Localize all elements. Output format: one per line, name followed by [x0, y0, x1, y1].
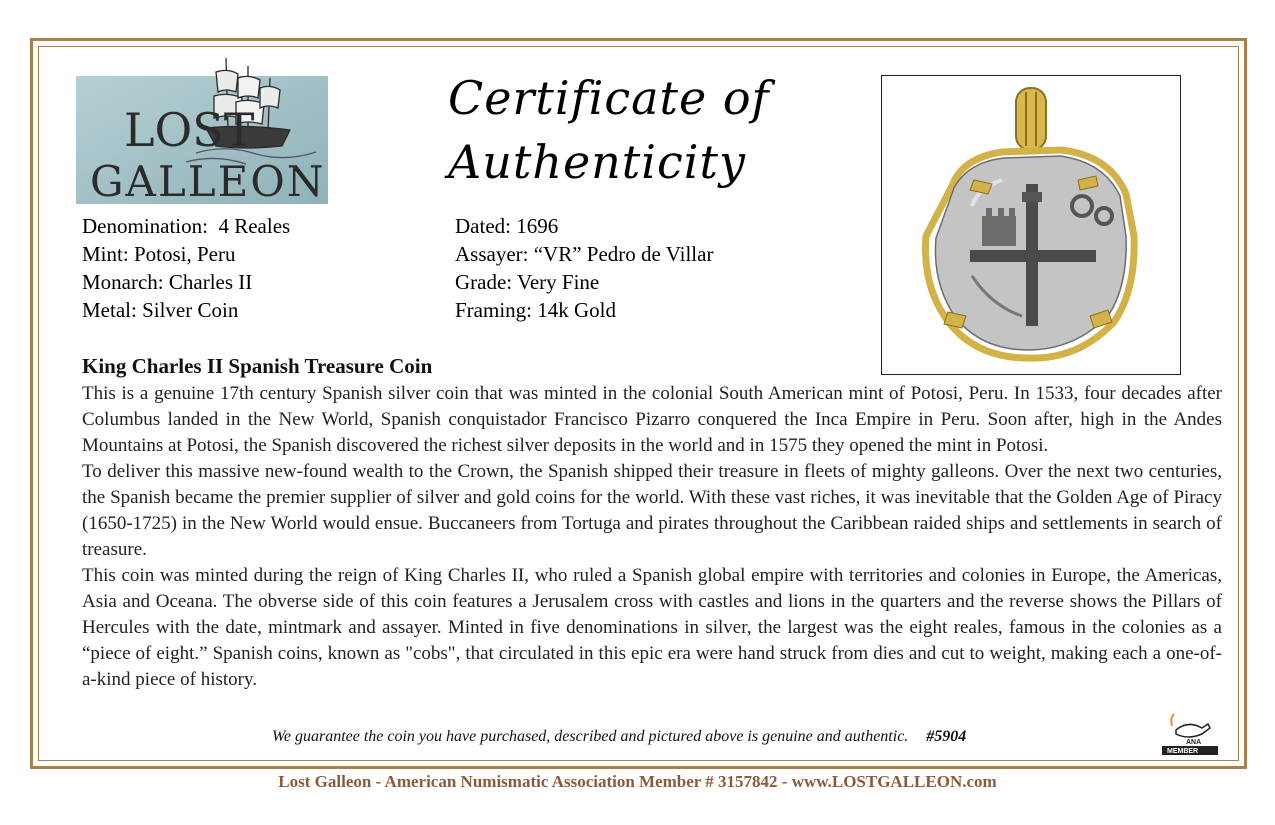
spec-label: Metal: — [82, 298, 137, 322]
spec-value: “VR” Pedro de Villar — [533, 242, 714, 266]
svg-text:ANA: ANA — [1186, 739, 1202, 746]
spec-label: Denomination: — [82, 214, 208, 238]
ana-lamp-icon — [1171, 714, 1210, 737]
svg-text:LOST: LOST — [124, 103, 255, 157]
ana-member-badge — [1158, 710, 1222, 756]
svg-text:MEMBER: MEMBER — [1167, 748, 1199, 755]
spec-value: 1696 — [516, 214, 559, 238]
lost-galleon-logo — [76, 58, 328, 204]
spec-denomination — [82, 212, 290, 240]
svg-text:GALLEON: GALLEON — [90, 157, 326, 204]
spec-label: Grade: — [455, 270, 513, 294]
description-heading: King Charles II Spanish Treasure Coin — [82, 354, 433, 378]
spec-framing — [455, 296, 713, 324]
certificate-title — [448, 66, 848, 194]
spec-value: Very Fine — [517, 270, 600, 294]
footer-text: Lost Galleon - American Numismatic Association Member # 3157842 - www.LOSTGALLEON.com — [278, 772, 997, 791]
guarantee-line — [272, 728, 966, 746]
description-paragraph: This is a genuine 17th century Spanish silver coin that was minted in the colonial South American mint of Potosi, Peru. In 1533, four decades after Columbus landed in the New World, Spanish conquistador Francisco Pizarro conquered the Inca Empire in Peru. Soon after, high in the Andes Mountains at Potosi, the Spanish discovered the richest silver deposits in the world and in 1575 they opened the mint in Potosi. — [82, 383, 1222, 456]
spec-value: 4 Reales — [218, 214, 291, 238]
spec-value: Silver Coin — [142, 298, 239, 322]
coin-pendant-image — [882, 76, 1180, 374]
certificate-number: #5904 — [926, 728, 967, 745]
spec-grade — [455, 268, 713, 296]
title-line-1: Certificate of — [448, 71, 770, 125]
spec-value: 14k Gold — [537, 298, 616, 322]
spec-monarch — [82, 268, 290, 296]
spec-label: Framing: — [455, 298, 532, 322]
spec-dated — [455, 212, 713, 240]
spec-label: Mint: — [82, 242, 129, 266]
specs-left — [82, 212, 290, 324]
spec-label: Dated: — [455, 214, 511, 238]
spec-value: Charles II — [168, 270, 253, 294]
spec-label: Monarch: — [82, 270, 164, 294]
spec-assayer — [455, 240, 713, 268]
coin-photo-frame — [881, 75, 1181, 375]
title-line-2: Authenticity — [448, 135, 746, 189]
spec-value: Potosi, Peru — [133, 242, 236, 266]
spec-label: Assayer: — [455, 242, 529, 266]
specs-right — [455, 212, 713, 324]
description-paragraph: To deliver this massive new-found wealth to the Crown, the Spanish shipped their treasure in fleets of mighty galleons. Over the next two centuries, the Spanish became the premier supplier of silver and gold coins for the world. With these vast riches, it was inevitable that the Golden Age of Piracy (1650-1725) in the New World would ensue. Buccaneers from Tortuga and pirates throughout the Caribbean raided ships and settlements in search of treasure. — [82, 461, 1222, 560]
spec-metal — [82, 296, 290, 324]
description-body — [82, 381, 1222, 693]
description-paragraph: This coin was minted during the reign of King Charles II, who ruled a Spanish global empire with territories and colonies in Europe, the Americas, Asia and Oceana. The obverse side of this coin features a Jerusalem cross with castles and lions in the quarters and the reverse shows the Pillars of Hercules with the date, mintmark and assayer. Minted in five denominations in silver, the largest was the eight reales, famous in the colonies as a “piece of eight.” Spanish coins, known as "cobs", that circulated in this epic era were hand struck from dies and cut to weight, making each a one-of-a-kind piece of history. — [82, 565, 1222, 690]
spec-mint — [82, 240, 290, 268]
guarantee-text: We guarantee the coin you have purchased, described and pictured above is genuine and authentic. — [272, 728, 909, 745]
